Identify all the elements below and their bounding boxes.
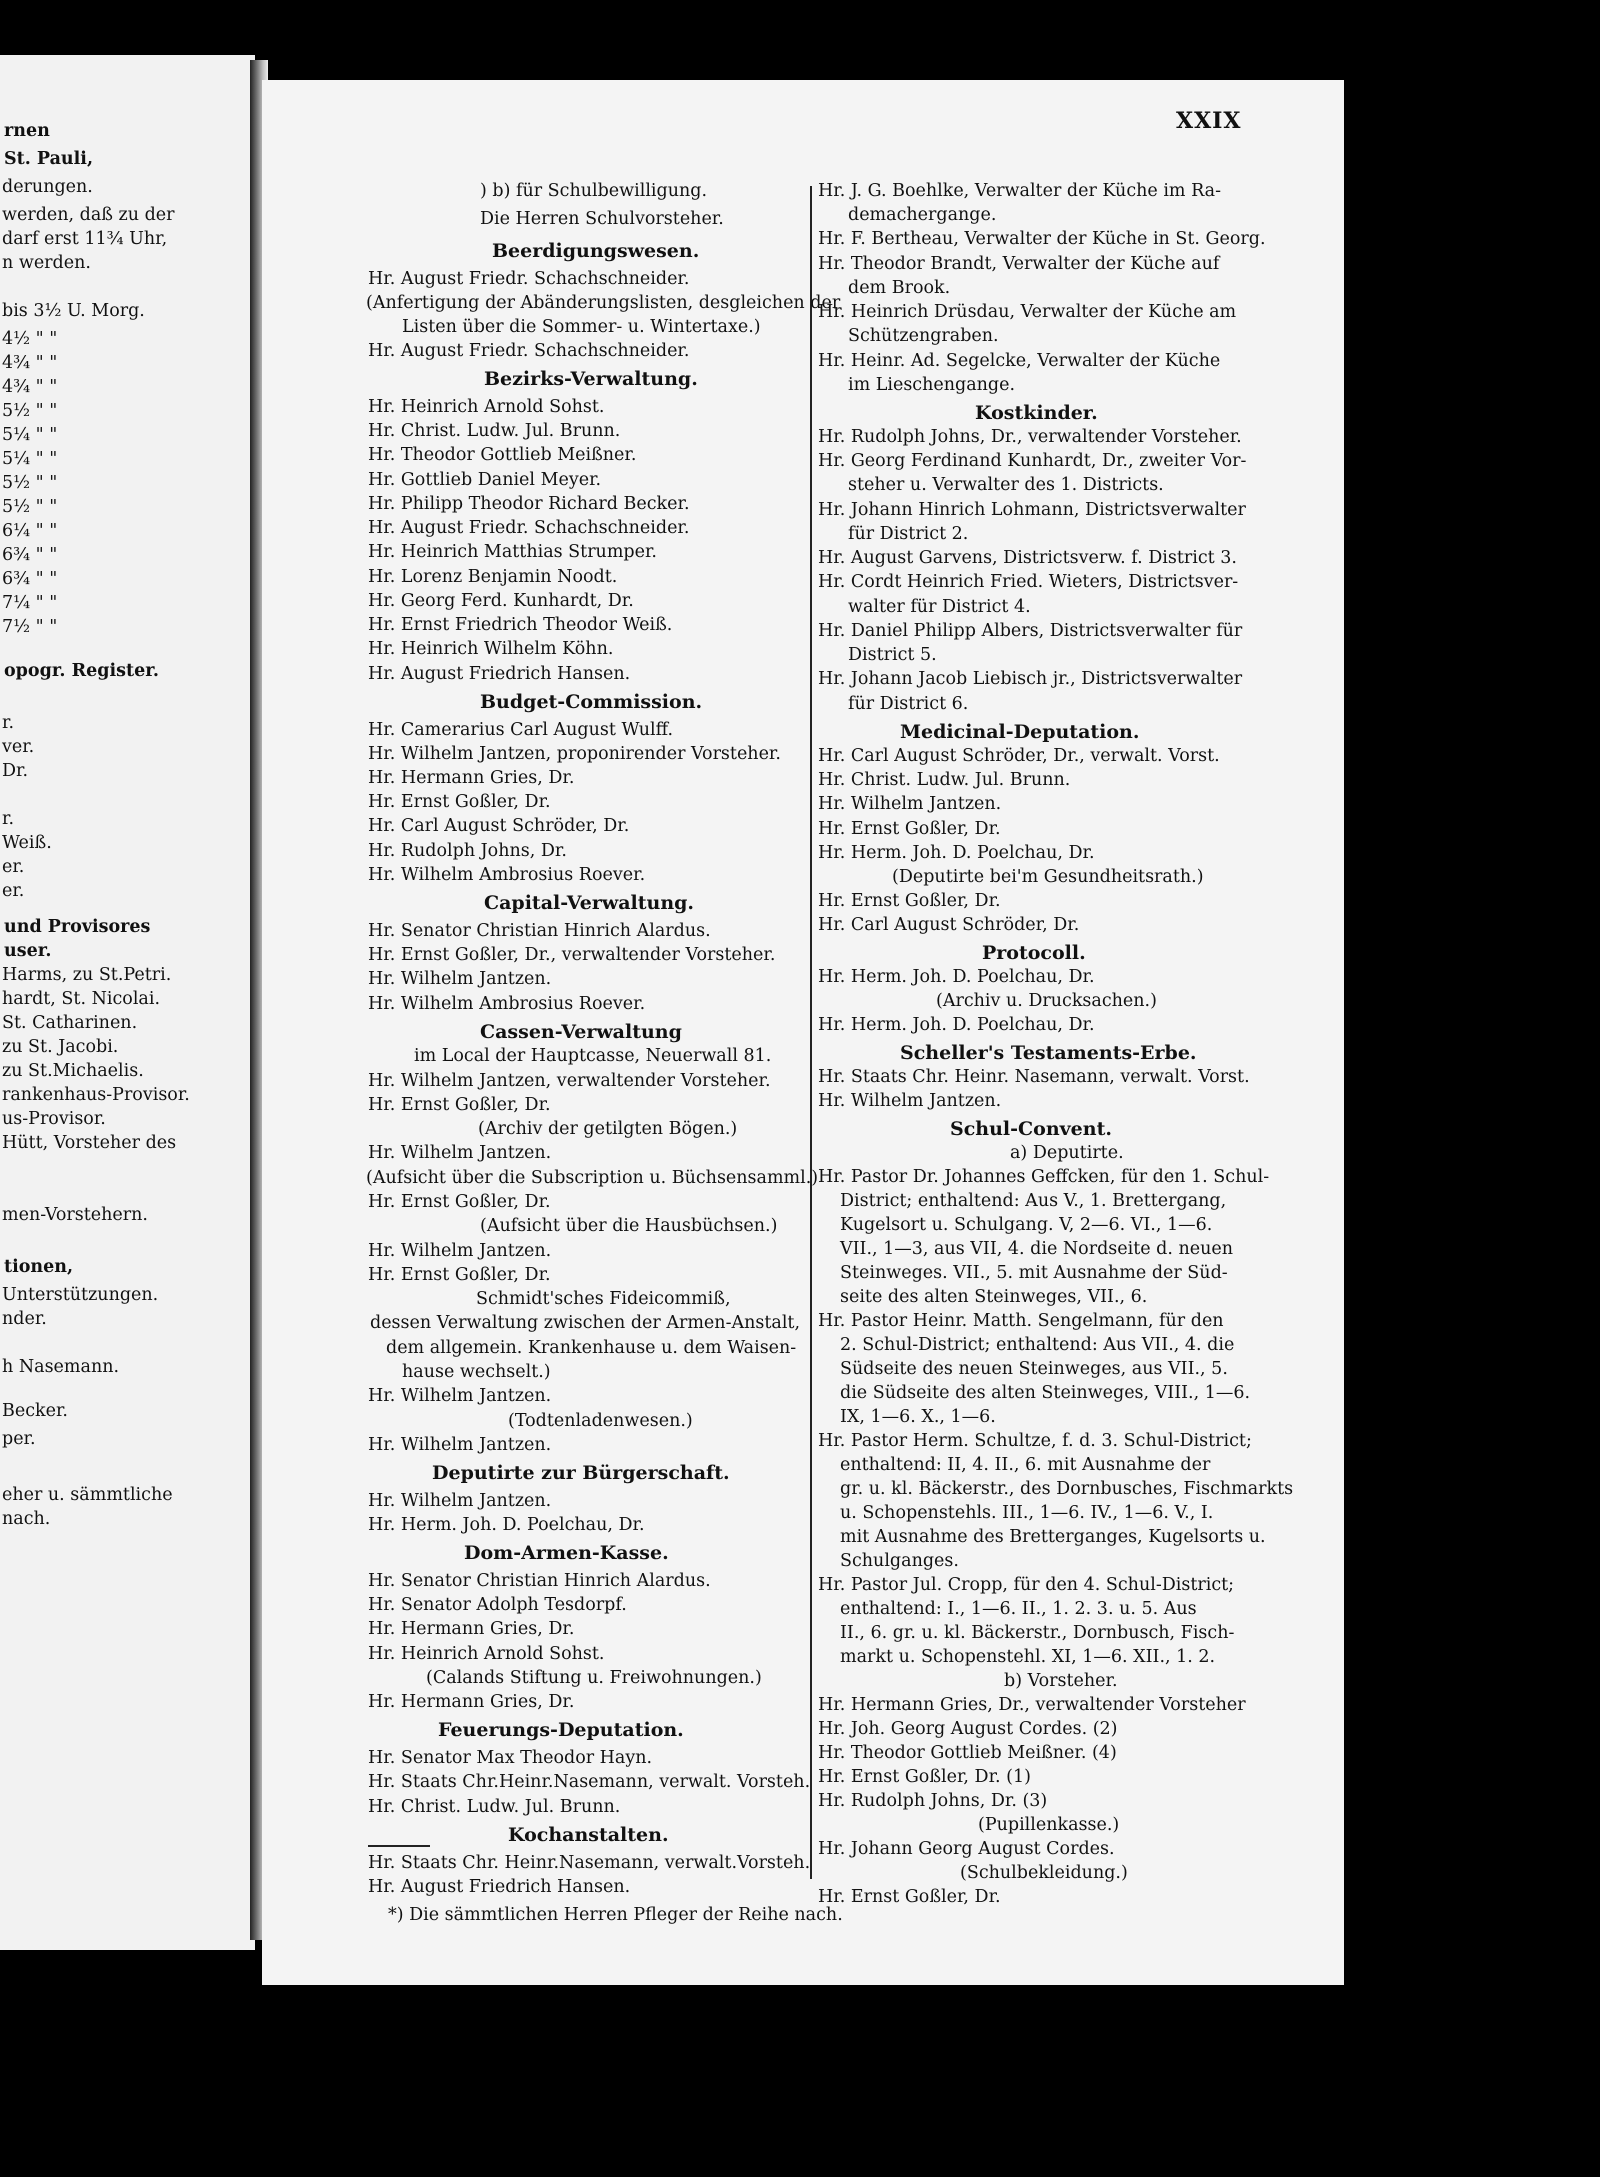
left-page-text-fragment: Becker.	[2, 1401, 68, 1421]
text-line: (Archiv u. Drucksachen.)	[936, 991, 1157, 1011]
left-page-text-fragment: rankenhaus-Provisor.	[2, 1085, 190, 1105]
text-line: Hr. Johann Hinrich Lohmann, Districtsverwalter	[818, 500, 1246, 520]
left-page-text-fragment: derungen.	[2, 177, 93, 197]
text-line: Hr. Daniel Philipp Albers, Districtsverwalter für	[818, 621, 1243, 641]
text-line: Hr. Herm. Joh. D. Poelchau, Dr.	[818, 1015, 1095, 1035]
text-line: Hr. Camerarius Carl August Wulff.	[368, 720, 674, 740]
text-line: für District 6.	[848, 694, 969, 714]
text-line: Hr. Pastor Jul. Cropp, für den 4. Schul-District;	[818, 1575, 1235, 1595]
text-line: Hr. Senator Christian Hinrich Alardus.	[368, 1571, 711, 1591]
text-line: (Todtenladenwesen.)	[508, 1411, 693, 1431]
page-number: XXIX	[1176, 108, 1242, 134]
left-page-text-fragment: tionen,	[4, 1257, 74, 1277]
section-heading: Cassen-Verwaltung	[480, 1021, 682, 1043]
left-page-text-fragment: user.	[4, 941, 52, 961]
text-line: Hr. Philipp Theodor Richard Becker.	[368, 494, 690, 514]
text-line: Hr. Christ. Ludw. Jul. Brunn.	[818, 770, 1071, 790]
text-line: Hr. Wilhelm Jantzen.	[818, 1091, 1002, 1111]
text-line: Schmidt'sches Fideicommiß,	[476, 1289, 731, 1309]
text-line: Hr. Heinrich Drüsdau, Verwalter der Küche am	[818, 302, 1237, 322]
text-line: Hr. J. G. Boehlke, Verwalter der Küche im Ra-	[818, 181, 1221, 201]
text-line: (Deputirte bei'm Gesundheitsrath.)	[892, 867, 1204, 887]
left-page-text-fragment: darf erst 11¾ Uhr,	[2, 229, 168, 249]
left-page-text-fragment: werden, daß zu der	[2, 205, 175, 225]
section-heading: Kochanstalten.	[508, 1824, 669, 1846]
text-line: Hr. Pastor Heinr. Matth. Sengelmann, für den	[818, 1311, 1224, 1331]
left-page-text-fragment: zu St.Michaelis.	[2, 1061, 144, 1081]
text-line: steher u. Verwalter des 1. Districts.	[848, 475, 1164, 495]
text-line: mit Ausnahme des Bretterganges, Kugelsorts u.	[840, 1527, 1266, 1547]
text-line: 2. Schul-District; enthaltend: Aus VII., 4. die	[840, 1335, 1235, 1355]
text-line: Hr. Staats Chr. Heinr.Nasemann, verwalt.Vorsteh.	[368, 1853, 811, 1873]
section-heading: Schul-Convent.	[950, 1118, 1112, 1140]
section-heading: Dom-Armen-Kasse.	[464, 1542, 669, 1564]
text-line: Hr. Theodor Brandt, Verwalter der Küche auf	[818, 254, 1220, 274]
text-line: Hr. Ernst Goßler, Dr., verwaltender Vorsteher.	[368, 945, 776, 965]
left-page-text-fragment: 6¾ " "	[2, 545, 58, 565]
text-line: ) b) für Schulbewilligung.	[480, 181, 708, 201]
text-line: (Anfertigung der Abänderungslisten, desgleichen der	[366, 293, 841, 313]
text-line: (Schulbekleidung.)	[960, 1863, 1128, 1883]
text-line: u. Schopenstehls. III., 1—6. IV., 1—6. V., I.	[840, 1503, 1214, 1523]
text-line: Hr. Wilhelm Jantzen, verwaltender Vorsteher.	[368, 1071, 771, 1091]
left-page-text-fragment: 6¼ " "	[2, 521, 58, 541]
text-line: Hr. Hermann Gries, Dr.	[368, 768, 575, 788]
text-line: Hr. Ernst Goßler, Dr.	[818, 819, 1001, 839]
text-line: seite des alten Steinweges, VII., 6.	[840, 1287, 1148, 1307]
text-line: Hr. Ernst Goßler, Dr.	[368, 1192, 551, 1212]
left-page-text-fragment: 6¾ " "	[2, 569, 58, 589]
left-page-text-fragment: n werden.	[2, 253, 91, 273]
text-line: Hr. Lorenz Benjamin Noodt.	[368, 567, 618, 587]
text-line: Hr. Theodor Gottlieb Meißner. (4)	[818, 1743, 1117, 1763]
text-line: District; enthaltend: Aus V., 1. Brettergang,	[840, 1191, 1227, 1211]
section-heading: Beerdigungswesen.	[492, 240, 700, 262]
text-line: Hr. Ernst Goßler, Dr.	[368, 1095, 551, 1115]
text-line: Südseite des neuen Steinweges, aus VII., 5.	[840, 1359, 1228, 1379]
left-page-text-fragment: Dr.	[2, 761, 29, 781]
text-line: Hr. Wilhelm Ambrosius Roever.	[368, 865, 646, 885]
left-page-text-fragment: 5½ " "	[2, 497, 58, 517]
text-line: Hr. August Friedr. Schachschneider.	[368, 341, 690, 361]
text-line: Hr. Hermann Gries, Dr.	[368, 1692, 575, 1712]
left-page-text-fragment: 5½ " "	[2, 473, 58, 493]
left-page-text-fragment: per.	[2, 1429, 36, 1449]
text-line: Hr. Wilhelm Jantzen, proponirender Vorsteher.	[368, 744, 781, 764]
text-line: Hr. Ernst Goßler, Dr.	[368, 1265, 551, 1285]
text-line: b) Vorsteher.	[1004, 1671, 1118, 1691]
text-line: Hr. Christ. Ludw. Jul. Brunn.	[368, 421, 621, 441]
text-line: Hr. Pastor Herm. Schultze, f. d. 3. Schul-District;	[818, 1431, 1252, 1451]
text-line: Hr. Gottlieb Daniel Meyer.	[368, 470, 602, 490]
text-line: Hr. Senator Max Theodor Hayn.	[368, 1748, 653, 1768]
text-line: Hr. Christ. Ludw. Jul. Brunn.	[368, 1797, 621, 1817]
section-heading: Deputirte zur Bürgerschaft.	[432, 1462, 730, 1484]
text-line: Hr. Wilhelm Jantzen.	[368, 1241, 552, 1261]
text-line: Hr. Ernst Friedrich Theodor Weiß.	[368, 615, 673, 635]
text-line: Hr. Johann Georg August Cordes.	[818, 1839, 1115, 1859]
left-page-text-fragment: rnen	[4, 121, 50, 141]
text-line: Hr. Heinrich Arnold Sohst.	[368, 397, 605, 417]
text-line: enthaltend: I., 1—6. II., 1. 2. 3. u. 5. Aus	[840, 1599, 1197, 1619]
text-line: (Aufsicht über die Hausbüchsen.)	[480, 1216, 778, 1236]
text-line: Hr. Cordt Heinrich Fried. Wieters, Districtsver-	[818, 572, 1239, 592]
text-line: dem Brook.	[848, 278, 951, 298]
text-line: demachergange.	[848, 205, 997, 225]
section-heading: Feuerungs-Deputation.	[438, 1719, 684, 1741]
text-line: Hr. August Friedr. Schachschneider.	[368, 518, 690, 538]
text-line: Hr. Heinr. Ad. Segelcke, Verwalter der Küche	[818, 351, 1221, 371]
text-line: Hr. Wilhelm Jantzen.	[368, 969, 552, 989]
left-page-text-fragment: 4½ " "	[2, 329, 58, 349]
text-line: gr. u. kl. Bäckerstr., des Dornbusches, Fischmarkts	[840, 1479, 1294, 1499]
text-line: Hr. Staats Chr.Heinr.Nasemann, verwalt. Vorsteh.	[368, 1772, 811, 1792]
text-line: Hr. Heinrich Wilhelm Köhn.	[368, 639, 614, 659]
text-line: Hr. Wilhelm Jantzen.	[368, 1435, 552, 1455]
text-line: im Lieschengange.	[848, 375, 1016, 395]
left-page-text-fragment: 5½ " "	[2, 401, 58, 421]
text-line: Hr. Wilhelm Jantzen.	[368, 1386, 552, 1406]
text-line: Schulganges.	[840, 1551, 959, 1571]
text-line: Hr. Theodor Gottlieb Meißner.	[368, 445, 637, 465]
text-line: dem allgemein. Krankenhause u. dem Waisen-	[386, 1338, 797, 1358]
left-page-text-fragment: h Nasemann.	[2, 1357, 120, 1377]
text-line: Hr. Hermann Gries, Dr.	[368, 1619, 575, 1639]
text-line: Die Herren Schulvorsteher.	[480, 209, 724, 229]
left-page-text-fragment: r.	[2, 713, 15, 733]
footnote-rule	[368, 1845, 430, 1847]
text-line: Hr. F. Bertheau, Verwalter der Küche in St. Georg.	[818, 229, 1266, 249]
left-page-fragment	[0, 55, 255, 1950]
left-page-text-fragment: nder.	[2, 1309, 47, 1329]
text-line: Steinweges. VII., 5. mit Ausnahme der Süd-	[840, 1263, 1228, 1283]
text-line: dessen Verwaltung zwischen der Armen-Anstalt,	[370, 1313, 801, 1333]
left-page-text-fragment: bis 3½ U. Morg.	[2, 301, 145, 321]
text-line: (Aufsicht über die Subscription u. Büchsensamml.)	[366, 1168, 819, 1188]
text-line: Hr. Ernst Goßler, Dr.	[818, 1887, 1001, 1907]
text-line: Hr. Carl August Schröder, Dr.	[368, 816, 630, 836]
text-line: Hr. Heinrich Matthias Strumper.	[368, 542, 657, 562]
text-line: für District 2.	[848, 524, 969, 544]
left-page-text-fragment: 4¾ " "	[2, 377, 58, 397]
left-page-text-fragment: Harms, zu St.Petri.	[2, 965, 172, 985]
text-line: die Südseite des alten Steinweges, VIII., 1—6.	[840, 1383, 1251, 1403]
text-line: Hr. Senator Christian Hinrich Alardus.	[368, 921, 711, 941]
text-line: (Archiv der getilgten Bögen.)	[478, 1119, 738, 1139]
left-page-text-fragment: er.	[2, 857, 25, 877]
text-line: Hr. Rudolph Johns, Dr. (3)	[818, 1791, 1048, 1811]
text-line: Hr. Senator Adolph Tesdorpf.	[368, 1595, 627, 1615]
text-line: Hr. Ernst Goßler, Dr.	[818, 891, 1001, 911]
text-line: *) Die sämmtlichen Herren Pfleger der Reihe nach.	[388, 1905, 843, 1925]
text-line: Hr. Johann Jacob Liebisch jr., Districtsverwalter	[818, 669, 1243, 689]
section-heading: Protocoll.	[982, 942, 1086, 964]
section-heading: Budget-Commission.	[480, 691, 703, 713]
column-divider	[810, 186, 812, 1879]
text-line: Listen über die Sommer- u. Wintertaxe.)	[402, 317, 761, 337]
text-line: VII., 1—3, aus VII, 4. die Nordseite d. neuen	[840, 1239, 1234, 1259]
section-heading: Medicinal-Deputation.	[900, 721, 1140, 743]
section-heading: Scheller's Testaments-Erbe.	[900, 1042, 1197, 1064]
text-line: District 5.	[848, 645, 937, 665]
text-line: Hr. Georg Ferdinand Kunhardt, Dr., zweiter Vor-	[818, 451, 1247, 471]
left-page-text-fragment: 5¼ " "	[2, 449, 58, 469]
text-line: IX, 1—6. X., 1—6.	[840, 1407, 996, 1427]
text-line: a) Deputirte.	[1010, 1143, 1124, 1163]
text-line: Hr. Wilhelm Jantzen.	[818, 794, 1002, 814]
left-page-text-fragment: Weiß.	[2, 833, 52, 853]
left-page-text-fragment: zu St. Jacobi.	[2, 1037, 119, 1057]
text-line: Hr. August Friedrich Hansen.	[368, 1877, 631, 1897]
text-line: Hr. Carl August Schröder, Dr.	[818, 915, 1080, 935]
text-line: Hr. August Friedr. Schachschneider.	[368, 269, 690, 289]
left-page-text-fragment: St. Pauli,	[4, 149, 94, 169]
left-page-text-fragment: ver.	[2, 737, 35, 757]
text-line: Kugelsort u. Schulgang. V, 2—6. VI., 1—6.	[840, 1215, 1213, 1235]
text-line: Hr. Ernst Goßler, Dr. (1)	[818, 1767, 1031, 1787]
text-line: Hr. Herm. Joh. D. Poelchau, Dr.	[818, 843, 1095, 863]
text-line: im Local der Hauptcasse, Neuerwall 81.	[414, 1046, 772, 1066]
text-line: Hr. August Garvens, Districtsverw. f. District 3.	[818, 548, 1237, 568]
text-line: Hr. August Friedrich Hansen.	[368, 664, 631, 684]
left-page-text-fragment: 4¾ " "	[2, 353, 58, 373]
left-page-text-fragment: men-Vorstehern.	[2, 1205, 148, 1225]
left-page-text-fragment: r.	[2, 809, 15, 829]
left-page-text-fragment: er.	[2, 881, 25, 901]
left-page-text-fragment: opogr. Register.	[4, 661, 159, 681]
text-line: Hr. Rudolph Johns, Dr., verwaltender Vorsteher.	[818, 427, 1242, 447]
left-page-text-fragment: eher u. sämmtliche	[2, 1485, 173, 1505]
left-page-text-fragment: St. Catharinen.	[2, 1013, 138, 1033]
text-line: Hr. Ernst Goßler, Dr.	[368, 792, 551, 812]
text-line: hause wechselt.)	[402, 1362, 551, 1382]
section-heading: Kostkinder.	[975, 402, 1098, 424]
left-page-text-fragment: 5¼ " "	[2, 425, 58, 445]
text-line: (Pupillenkasse.)	[978, 1815, 1120, 1835]
text-line: Hr. Herm. Joh. D. Poelchau, Dr.	[818, 967, 1095, 987]
text-line: Hr. Hermann Gries, Dr., verwaltender Vorsteher	[818, 1695, 1246, 1715]
left-page-text-fragment: Unterstützungen.	[2, 1285, 159, 1305]
left-page-text-fragment: 7¼ " "	[2, 593, 58, 613]
text-line: markt u. Schopenstehl. XI, 1—6. XII., 1. 2.	[840, 1647, 1216, 1667]
text-line: Hr. Wilhelm Jantzen.	[368, 1491, 552, 1511]
text-line: Hr. Staats Chr. Heinr. Nasemann, verwalt. Vorst.	[818, 1067, 1250, 1087]
left-page-text-fragment: us-Provisor.	[2, 1109, 106, 1129]
left-page-text-fragment: 7½ " "	[2, 617, 58, 637]
left-page-text-fragment: Hütt, Vorsteher des	[2, 1133, 177, 1153]
text-line: Hr. Rudolph Johns, Dr.	[368, 841, 567, 861]
text-line: Hr. Wilhelm Jantzen.	[368, 1143, 552, 1163]
text-line: II., 6. gr. u. kl. Bäckerstr., Dornbusch, Fisch-	[840, 1623, 1235, 1643]
text-line: walter für District 4.	[848, 597, 1031, 617]
text-line: Hr. Herm. Joh. D. Poelchau, Dr.	[368, 1515, 645, 1535]
text-line: Schützengraben.	[848, 326, 999, 346]
left-page-text-fragment: und Provisores	[4, 917, 151, 937]
text-line: Hr. Georg Ferd. Kunhardt, Dr.	[368, 591, 634, 611]
left-page-text-fragment: hardt, St. Nicolai.	[2, 989, 161, 1009]
section-heading: Bezirks-Verwaltung.	[484, 368, 698, 390]
left-page-text-fragment: nach.	[2, 1509, 51, 1529]
text-line: Hr. Heinrich Arnold Sohst.	[368, 1644, 605, 1664]
text-line: Hr. Wilhelm Ambrosius Roever.	[368, 994, 646, 1014]
text-line: Hr. Joh. Georg August Cordes. (2)	[818, 1719, 1118, 1739]
text-line: Hr. Carl August Schröder, Dr., verwalt. Vorst.	[818, 746, 1220, 766]
section-heading: Capital-Verwaltung.	[484, 892, 695, 914]
text-line: enthaltend: II, 4. II., 6. mit Ausnahme der	[840, 1455, 1211, 1475]
text-line: (Calands Stiftung u. Freiwohnungen.)	[426, 1668, 762, 1688]
text-line: Hr. Pastor Dr. Johannes Geffcken, für den 1. Schul-	[818, 1167, 1270, 1187]
